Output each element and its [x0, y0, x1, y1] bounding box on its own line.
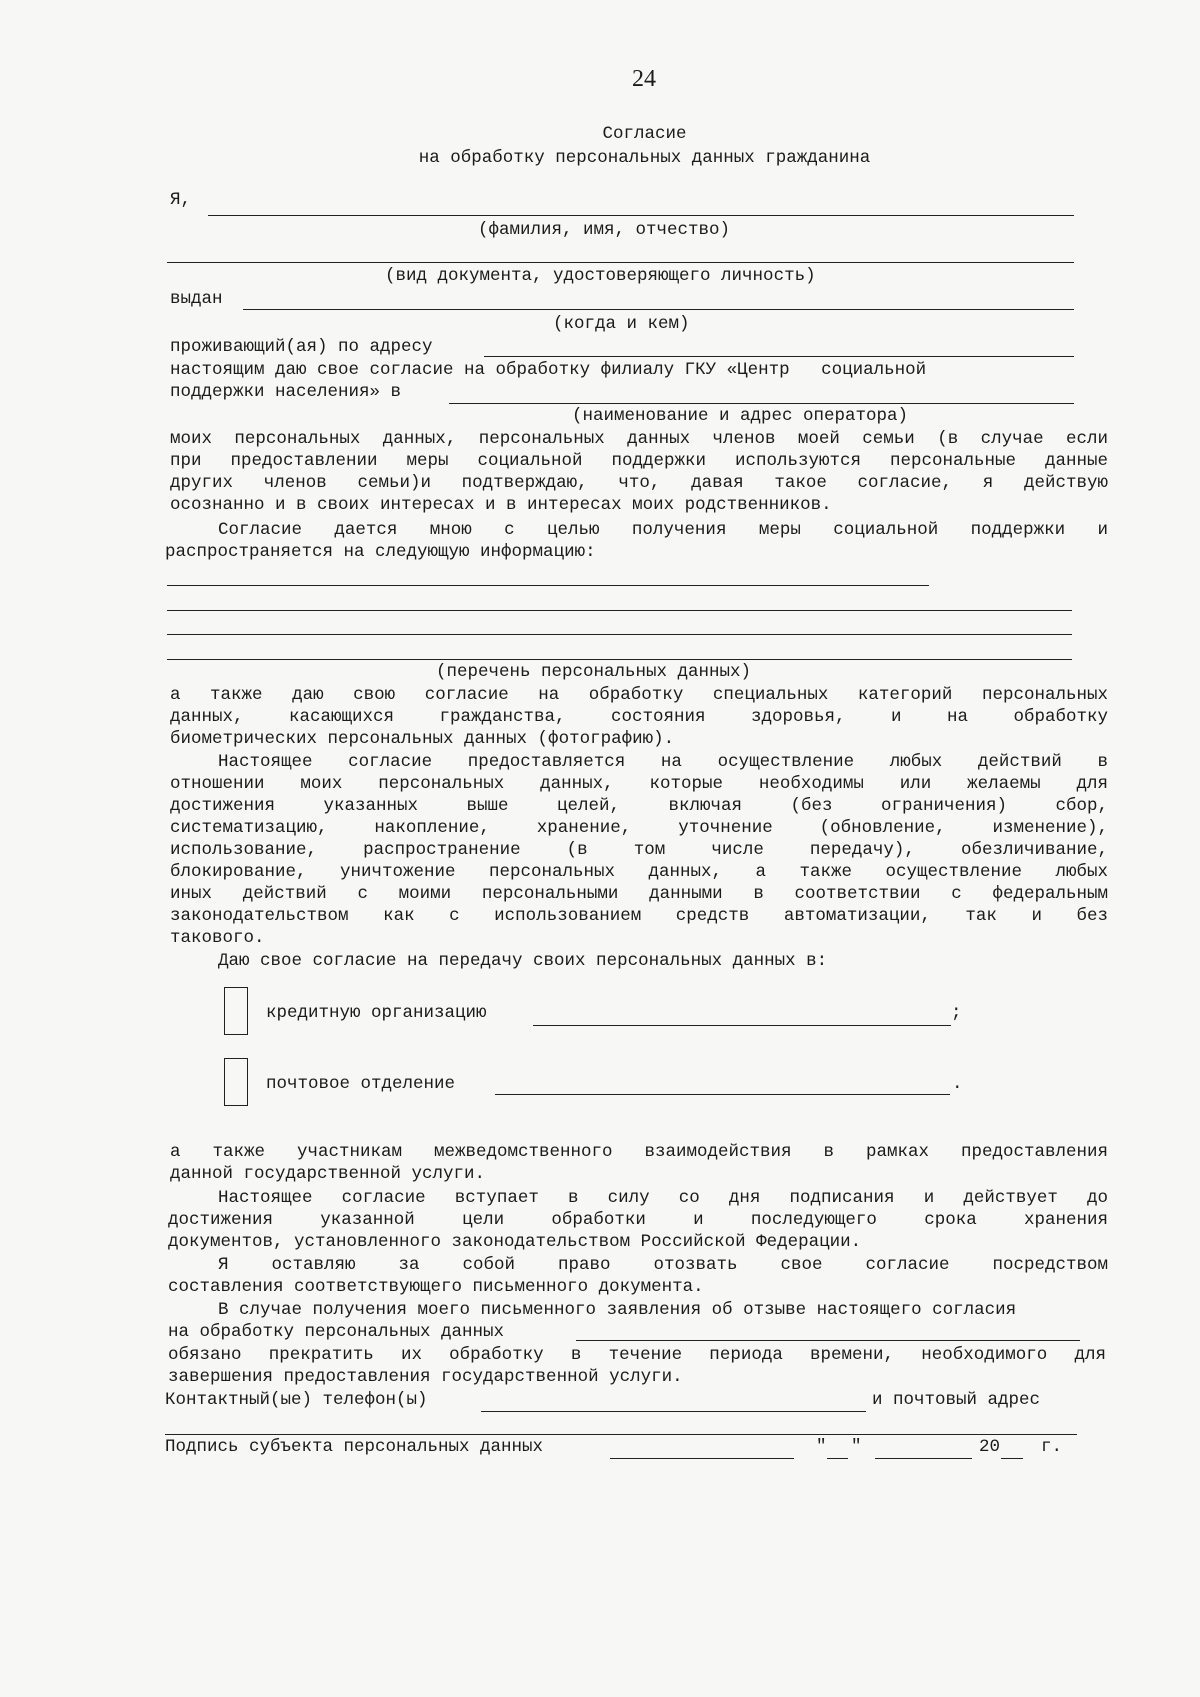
- paragraph-3-line: а также даю свою согласие на обработку специальных категорий персональных: [170, 685, 1108, 705]
- operator-field-line[interactable]: [449, 403, 1074, 404]
- paragraph-1-line: моих персональных данных, персональных данных членов моей семьи (в случае если: [170, 429, 1108, 449]
- paragraph-7-line: Я оставляю за собой право отозвать свое согласие посредством: [218, 1255, 1108, 1275]
- paragraph-1-line: при предоставлении меры социальной поддержки используются персональные данные: [170, 451, 1108, 471]
- signature-field-line[interactable]: [610, 1458, 794, 1459]
- paragraph-1-line: других членов семьи)и подтверждаю, что, давая такое согласие, я действую: [170, 473, 1108, 493]
- contact-phone-label: Контактный(ые) телефон(ы): [165, 1390, 428, 1410]
- date-year-prefix: 20: [979, 1437, 1001, 1457]
- data-list-line[interactable]: [167, 610, 1072, 611]
- date-quote-close: ": [851, 1437, 862, 1457]
- credit-org-checkbox[interactable]: [224, 987, 248, 1035]
- paragraph-6-last-line: документов, установленного законодательством Российской Федерации.: [168, 1232, 862, 1252]
- paragraph-4-line: отношении моих персональных данных, которые необходимы или желаемы для: [170, 774, 1108, 794]
- paragraph-2-line: Согласие дается мною с целью получения меры социальной поддержки и: [218, 520, 1108, 540]
- date-year-field-line[interactable]: [1001, 1458, 1023, 1459]
- issued-field-line[interactable]: [243, 309, 1074, 310]
- paragraph-8-line: В случае получения моего письменного заявления об отзыве настоящего согласия: [218, 1300, 1017, 1320]
- post-office-checkbox[interactable]: [224, 1058, 248, 1106]
- credit-org-label: кредитную организацию: [266, 1003, 487, 1023]
- paragraph-4-line: блокирование, уничтожение персональных данных, а также осуществление любых: [170, 862, 1108, 882]
- post-office-label: почтовое отделение: [266, 1074, 456, 1094]
- consent-line-1: настоящим даю свое согласие на обработку филиалу ГКУ «Центр социальной: [170, 360, 927, 380]
- date-month-field-line[interactable]: [875, 1458, 972, 1459]
- fio-field-line[interactable]: [208, 215, 1074, 216]
- paragraph-8-line: на обработку персональных данных: [168, 1322, 505, 1342]
- contact-address-label: и почтовый адрес: [872, 1390, 1041, 1410]
- address-field-line[interactable]: [484, 356, 1074, 357]
- paragraph-5-last-line: данной государственной услуги.: [170, 1164, 486, 1184]
- data-list-hint: (перечень персональных данных): [436, 662, 752, 682]
- paragraph-4-line: систематизацию, накопление, хранение, уточнение (обновление, изменение),: [170, 818, 1108, 838]
- issued-hint: (когда и кем): [553, 314, 690, 334]
- paragraph-4-line: достижения указанных выше целей, включая (без ограничения) сбор,: [170, 796, 1108, 816]
- contact-phone-field-line[interactable]: [481, 1411, 866, 1412]
- address-label: проживающий(ая) по адресу: [170, 337, 433, 357]
- paragraph-7-last-line: составления соответствующего письменного документа.: [168, 1277, 704, 1297]
- paragraph-8-line: обязано прекратить их обработку в течение периода времени, необходимого для: [168, 1345, 1106, 1365]
- document-hint: (вид документа, удостоверяющего личность): [385, 266, 816, 286]
- paragraph-5-line: а также участникам межведомственного взаимодействия в рамках предоставления: [170, 1142, 1108, 1162]
- operator-hint: (наименование и адрес оператора): [572, 406, 909, 426]
- document-subtitle: на обработку персональных данных гражданина: [418, 148, 871, 168]
- post-office-end: .: [952, 1074, 963, 1094]
- document-title: Согласие: [602, 124, 687, 144]
- consent-line-2: поддержки населения» в: [170, 382, 402, 402]
- page-number: 24: [632, 66, 656, 92]
- paragraph-6-line: достижения указанной цели обработки и последующего срока хранения: [168, 1210, 1108, 1230]
- paragraph-4-line: законодательством как с использованием средств автоматизации, так и без: [170, 906, 1108, 926]
- document-field-line[interactable]: [167, 262, 1074, 263]
- data-list-line[interactable]: [167, 634, 1072, 635]
- date-day-field-line[interactable]: [827, 1458, 848, 1459]
- contact-address-field-line[interactable]: [165, 1434, 1077, 1435]
- data-list-line[interactable]: [167, 585, 929, 586]
- post-office-field-line[interactable]: [495, 1094, 950, 1095]
- credit-org-field-line[interactable]: [533, 1025, 951, 1026]
- transfer-intro: Даю свое согласие на передачу своих персональных данных в:: [218, 951, 828, 971]
- signature-label: Подпись субъекта персональных данных: [165, 1437, 544, 1457]
- revocation-field-line[interactable]: [576, 1340, 1080, 1341]
- paragraph-3-line: данных, касающихся гражданства, состояния здоровья, и на обработку: [170, 707, 1108, 727]
- date-year-suffix: г.: [1041, 1437, 1063, 1457]
- paragraph-3-last-line: биометрических персональных данных (фотографию).: [170, 729, 675, 749]
- paragraph-2-last-line: распространяется на следующую информацию:: [165, 542, 596, 562]
- data-list-line[interactable]: [167, 659, 1072, 660]
- paragraph-1-last-line: осознанно и в своих интересах и в интересах моих родственников.: [170, 495, 832, 515]
- fio-hint: (фамилия, имя, отчество): [478, 220, 731, 240]
- ya-label: Я,: [170, 190, 192, 210]
- paragraph-6-line: Настоящее согласие вступает в силу со дня подписания и действует до: [218, 1188, 1108, 1208]
- paragraph-4-line: Настоящее согласие предоставляется на осуществление любых действий в: [218, 752, 1108, 772]
- credit-org-end: ;: [951, 1003, 962, 1023]
- paragraph-4-last-line: такового.: [170, 928, 265, 948]
- paragraph-4-line: иных действий с моими персональными данными в соответствии с федеральным: [170, 884, 1108, 904]
- paragraph-4-line: использование, распространение (в том числе передачу), обезличивание,: [170, 840, 1108, 860]
- date-quote-open: ": [816, 1437, 827, 1457]
- issued-label: выдан: [170, 289, 223, 309]
- paragraph-8-last-line: завершения предоставления государственной услуги.: [168, 1367, 683, 1387]
